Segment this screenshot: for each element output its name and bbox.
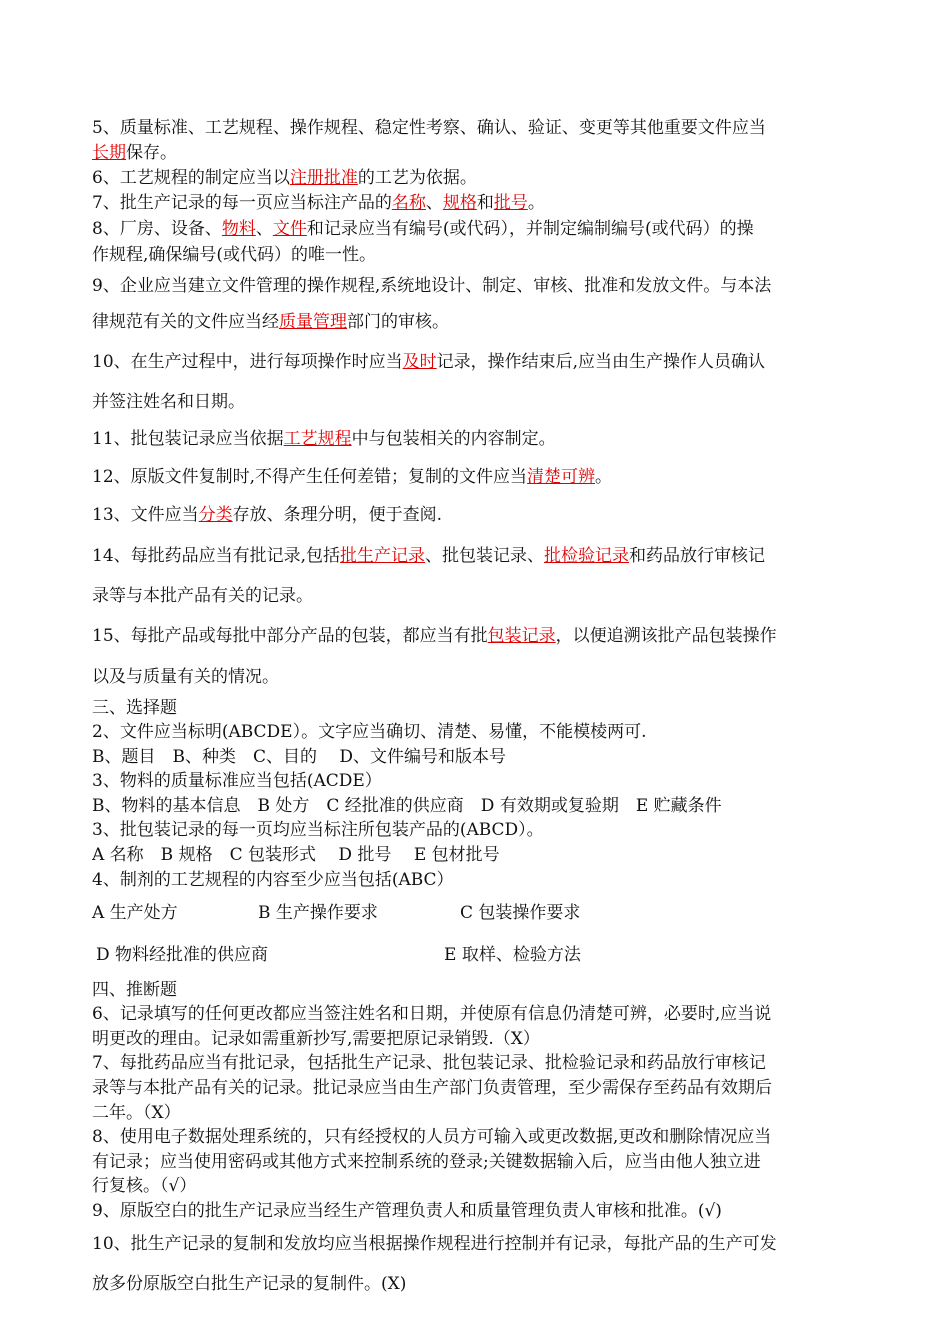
option-c: C 包装操作要求	[460, 903, 581, 924]
text-segment: 12、原版文件复制时,不得产生任何差错；复制的文件应当	[92, 467, 528, 487]
answer-blank: 长期	[92, 143, 126, 163]
answer-blank: 包装记录	[487, 626, 556, 646]
text-segment: 存放、条理分明，便于查阅.	[232, 505, 443, 525]
text-segment: 部门的审核。	[347, 312, 449, 332]
judgment-line: 明更改的理由。记录如需重新抄写,需要把原记录销毁.（X）	[92, 1028, 540, 1049]
question-line: 4、制剂的工艺规程的内容至少应当包括(ABC）	[92, 869, 454, 890]
text-segment: ，以便追溯该批产品包装操作	[555, 626, 777, 646]
option-d: D 物料经批准的供应商	[96, 945, 269, 966]
answer-blank: 质量管理	[279, 312, 347, 332]
answer-blank: 名称	[391, 193, 426, 213]
judgment-line: 6、记录填写的任何更改都应当签注姓名和日期，并使原有信息仍清楚可辨，必要时,应当说	[92, 1004, 772, 1025]
answer-blank: 分类	[198, 505, 233, 525]
answer-blank: 及时	[402, 352, 437, 372]
answer-blank: 批检验记录	[544, 546, 630, 566]
document-page	[92, 116, 862, 1304]
judgment-line: 录等与本批产品有关的记录。批记录应当由生产部门负责管理，至少需保存至药品有效期后	[92, 1077, 772, 1098]
fill-item-line	[92, 243, 862, 268]
text-segment: 11、批包装记录应当依据	[92, 429, 284, 449]
judgment-line: 10、批生产记录的复制和发放均应当根据操作规程进行控制并有记录，每批产品的生产可发	[92, 1233, 777, 1254]
answer-blank: 工艺规程	[283, 429, 352, 449]
section3-heading: 三、选择题	[92, 698, 177, 718]
option-e: E 取样、检验方法	[444, 945, 581, 966]
text-segment: 。	[527, 193, 545, 213]
fill-item-line	[92, 534, 862, 578]
text-segment: 。	[595, 467, 613, 487]
text-segment: 中与包装相关的内容制定。	[351, 429, 556, 449]
fill-item-line	[92, 458, 862, 496]
fill-item-line	[92, 166, 862, 191]
fill-item-line	[92, 658, 862, 696]
text-segment: 律规范有关的文件应当经	[92, 312, 279, 332]
text-segment: 保存。	[126, 143, 177, 163]
text-segment: 、	[425, 193, 443, 213]
answer-blank: 清楚可辨	[527, 467, 596, 487]
section3-lines	[92, 720, 862, 892]
question-line: B、物料的基本信息 B 处方 C 经批准的供应商 D 有效期或复验期 E 贮藏条件	[92, 795, 722, 816]
text-segment: 5、质量标准、工艺规程、操作规程、稳定性考察、确认、验证、变更等其他重要文件应当	[92, 118, 766, 138]
answer-blank: 物料	[221, 219, 256, 239]
judgment-line: 二年。（X）	[92, 1102, 181, 1123]
text-segment: 、	[255, 219, 273, 239]
question-line: B、题目 B、种类 C、目的 D、文件编号和版本号	[92, 746, 507, 767]
fill-item-line	[92, 116, 862, 141]
text-segment: 8、厂房、设备、	[92, 219, 222, 239]
text-segment: 记录，操作结束后,应当由生产操作人员确认	[436, 352, 766, 372]
fill-item-line	[92, 384, 862, 420]
section4-last-item	[92, 1224, 862, 1304]
text-segment: 9、企业应当建立文件管理的操作规程,系统地设计、制定、审核、批准和发放文件。与本法	[92, 276, 772, 296]
answer-blank: 注册批准	[289, 168, 358, 188]
text-segment: 6、工艺规程的制定应当以	[92, 168, 290, 188]
fill-item-line	[92, 141, 862, 166]
option-b: B 生产操作要求	[258, 903, 378, 924]
question-line: A 名称 B 规格 C 包装形式 D 批号 E 包材批号	[92, 844, 500, 865]
answer-blank: 规格	[442, 193, 477, 213]
fill-item-line	[92, 340, 862, 384]
text-segment: 的工艺为依据。	[357, 168, 477, 188]
fill-item-line	[92, 216, 862, 243]
text-segment: 录等与本批产品有关的记录。	[92, 586, 313, 606]
question-line: 3、批包装记录的每一页均应当标注所包装产品的(ABCD）。	[92, 820, 544, 841]
section4-lines	[92, 1002, 862, 1223]
answer-blank: 批号	[493, 193, 528, 213]
text-segment: 作规程,确保编号(或代码）的唯一性。	[92, 245, 377, 265]
judgment-line: 放多份原版空白批生产记录的复制件。(X)	[92, 1273, 407, 1294]
text-segment: 和记录应当有编号(或代码），并制定编制编号(或代码）的操	[306, 219, 754, 239]
judgment-line: 8、使用电子数据处理系统的，只有经授权的人员方可输入或更改数据,更改和删除情况应当	[92, 1127, 772, 1148]
judgment-line: 有记录；应当使用密码或其他方式来控制系统的登录;关键数据输入后，应当由他人独立进	[92, 1151, 761, 1172]
fill-item-line	[92, 496, 862, 534]
text-segment: 10、在生产过程中，进行每项操作时应当	[92, 352, 403, 372]
answer-blank: 批生产记录	[340, 546, 426, 566]
fill-item-line	[92, 614, 862, 658]
judgment-line: 7、每批药品应当有批记录，包括批生产记录、批包装记录、批检验记录和药品放行审核记	[92, 1053, 766, 1074]
fill-item-line	[92, 420, 862, 458]
section4-heading: 四、推断题	[92, 980, 177, 1001]
text-segment: 14、每批药品应当有批记录,包括	[92, 546, 341, 566]
option-a: A 生产处方	[92, 903, 178, 924]
text-segment: 15、每批产品或每批中部分产品的包装，都应当有批	[92, 626, 488, 646]
judgment-line: 9、原版空白的批生产记录应当经生产管理负责人和质量管理负责人审核和批准。(√)	[92, 1200, 722, 1221]
fill-item-line	[92, 578, 862, 614]
question-line: 2、文件应当标明(ABCDE）。文字应当确切、清楚、易懂，不能模棱两可.	[92, 722, 647, 742]
question-line: 3、物料的质量标准应当包括(ACDE）	[92, 771, 382, 792]
options-row-2	[92, 934, 862, 976]
fill-item-line	[92, 304, 862, 340]
text-segment: 以及与质量有关的情况。	[92, 667, 279, 687]
text-segment: 、批包装记录、	[425, 546, 545, 566]
fill-item-line	[92, 268, 862, 304]
options-row-1	[92, 892, 862, 934]
text-segment: 7、批生产记录的每一页应当标注产品的	[92, 193, 392, 213]
answer-blank: 文件	[272, 219, 307, 239]
judgment-line: 行复核。（√）	[92, 1176, 197, 1197]
text-segment: 和	[476, 193, 494, 213]
fill-item-line	[92, 191, 862, 216]
text-segment: 和药品放行审核记	[629, 546, 766, 566]
fill-in-section	[92, 116, 862, 696]
text-segment: 13、文件应当	[92, 505, 199, 525]
text-segment: 并签注姓名和日期。	[92, 392, 245, 412]
